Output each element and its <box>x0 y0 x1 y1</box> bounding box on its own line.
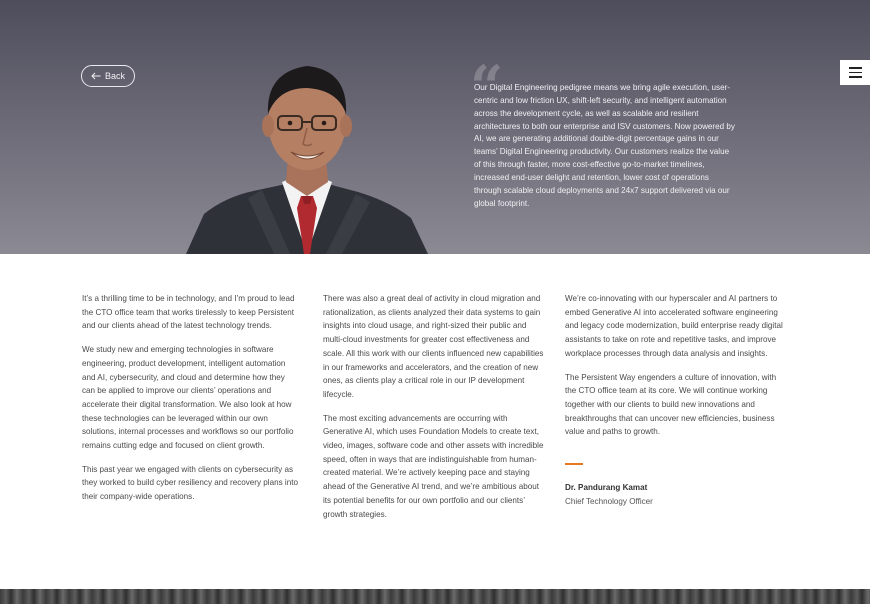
hero-quote: Our Digital Engineering pedigree means we bring agile execution, user-centric and low friction UX, shift-left security, and intelligent automation across the development cycle, as well as scalable and resilient architectures to both our enterprise and ISV customers. Now powered by AI, we are generating additional double-digit percentage gains in our teams’ Digital Engineering productivity. Our customers realize the value of this through faster, more cost-effective go-to-market timelines, increased end-user delight and retention, lower cost of operations through scalable cloud deployments and 24x7 support delivered via our global footprint. <box>474 83 735 208</box>
text-column-1 <box>82 292 300 514</box>
hero-section <box>0 0 870 254</box>
executive-portrait <box>186 56 428 254</box>
paragraph: This past year we engaged with clients on cybersecurity as they worked to build cyber resiliency and recovery plans into their company-wide operations. <box>82 464 298 502</box>
hamburger-line <box>849 67 862 69</box>
arrow-left-icon <box>91 72 101 80</box>
accent-divider <box>565 463 583 465</box>
paragraph: The most exciting advancements are occurring with Generative AI, which uses Foundation Models to create text, video, images, software code and other assets with incredible speed, often in ways that are indistinguishable from human-created material. We’re actively keeping pace and staying ahead of the Generative AI trend, and we’re ambitious about its potential benefits for our own portfolio and our clients’ growth strategies. <box>323 413 544 519</box>
paragraph: We’re co-innovating with our hyperscaler and AI partners to embed Generative AI into accelerated software engineering and legacy code modernization, build enterprise ready digital assistants to take on rote and repetitive tasks, and improve workplace processes through data analysis and insights. <box>565 294 783 358</box>
paragraph: There was also a great deal of activity in cloud migration and rationalization, as clients analyzed their data systems to gain insights into cloud usage, and right-sized their public and multi-cloud investments for greater cost effectiveness and scale. All this work with our clients influenced new capabilities in our frameworks and accelerators, and the creation of new ones, as clients play a critical role in our IP development lifecycle. <box>323 294 544 399</box>
signature-name: Dr. Pandurang Kamat <box>565 483 648 493</box>
team-photo-strip <box>0 589 870 604</box>
paragraph: The Persistent Way engenders a culture of innovation, with the CTO office team at its core. We will continue working together with our clients to build new innovations and breakthroughs that can uncover new efficiencies, business value and paths to growth. <box>565 372 777 437</box>
quote-mark-icon: “ <box>470 53 504 121</box>
paragraph: We study new and emerging technologies in software engineering, product development, intelligent automation and AI, cybersecurity, and cloud and determine how they can be applied to improve our clients’ operations and accelerate their digital transformation. We also look at how these technologies can be leveraged within our own solutions, internal processes and workflows so our portfolio remains cutting edge and focused on client growth. <box>82 345 294 451</box>
back-button[interactable] <box>81 65 135 87</box>
text-column-3 <box>565 292 787 508</box>
text-column-2 <box>323 292 545 531</box>
hamburger-line <box>849 72 862 74</box>
hamburger-menu-button[interactable] <box>840 60 870 85</box>
paragraph: It’s a thrilling time to be in technology, and I’m proud to lead the CTO office team that works tirelessly to keep Persistent and our clients ahead of the latest technology trends. <box>82 294 295 331</box>
back-button-label: Back <box>104 71 125 81</box>
signature-title: Chief Technology Officer <box>565 496 653 506</box>
hamburger-line <box>849 76 862 78</box>
